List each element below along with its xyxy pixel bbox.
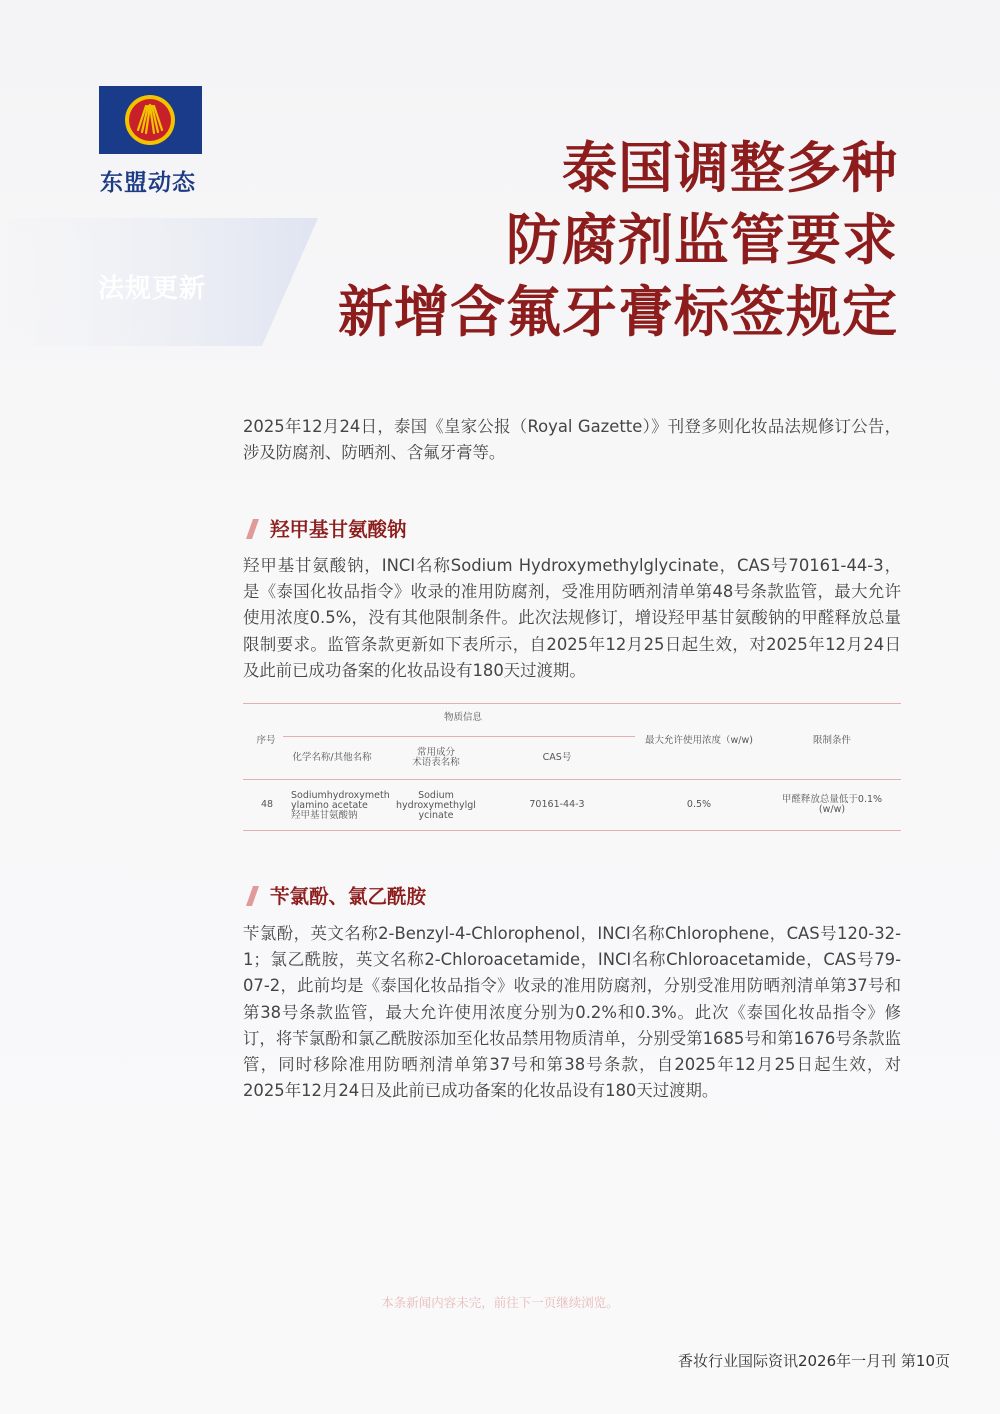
asean-emblem-icon <box>124 94 176 146</box>
td-chemical-name: Sodiumhydroxymeth ylamino acetate 羟甲基甘氨酸钠 <box>291 790 390 821</box>
td-limits: 甲醛释放总量低于0.1% (w/w) <box>781 794 883 815</box>
th-common-name: 常用成分 术语表名称 <box>412 747 460 768</box>
continue-note: 本条新闻内容未完，前往下一页继续浏览。 <box>381 1295 619 1310</box>
td-cas: 70161-44-3 <box>529 799 585 810</box>
th-max-conc: 最大允许使用浓度（w/w) <box>645 735 753 746</box>
section-label: 法规更新 <box>98 274 207 304</box>
table-group-rule <box>283 736 635 737</box>
section2-paragraph: 苄氯酚，英文名称2-Benzyl-4-Chlorophenol，INCI名称Chlorophene，CAS号120-32-1；氯乙酰胺，英文名称2-Chloroacetamide，INCI名称Chloroacetamide，CAS号79-07-2，此前均是《泰国化妆品指令》收录的准用防腐剂，分别受准用防晒剂清单第37号和第38号条款监管，最大允许使用浓度分别为0.2%和0.3%。此次《泰国化妆品指令》修订，将苄氯酚和氯乙酰胺添加至化妆品禁用物质清单，分别受第1685号和第1676号条款监管，同时移除准用防晒剂清单第37号和第38号条款，自2025年12月25日起生效，对2025年12月24日及此前已成功备案的化妆品设有180天过渡期。 <box>243 924 901 1101</box>
th-substance-group: 物质信息 <box>443 712 482 723</box>
section1-paragraph: 羟甲基甘氨酸钠，INCI名称Sodium Hydroxymethylglycinate，CAS号70161-44-3，是《泰国化妆品指令》收录的准用防腐剂，受准用防晒剂清单第48号条款监管，最大允许使用浓度0.5%，没有其他限制条件。此次法规修订，增设羟甲基甘氨酸钠的甲醛释放总量限制要求。监管条款更新如下表所示，自2025年12月25日起生效，对2025年12月24日及此前已成功备案的化妆品设有180天过渡期。 <box>243 556 901 680</box>
title-line-2: 防腐剂监管要求 <box>505 208 898 272</box>
intro-paragraph: 2025年12月24日，泰国《皇家公报（Royal Gazette）》刊登多则化妆品法规修订公告，涉及防腐剂、防晒剂、含氟牙膏等。 <box>243 417 901 463</box>
th-chemical-name: 化学名称/其他名称 <box>292 752 372 763</box>
th-cas: CAS号 <box>542 752 572 763</box>
page-info: 香妆行业国际资讯2026年一月刊 第10页 <box>677 1352 950 1370</box>
title-line-3: 新增含氟牙膏标签规定 <box>337 280 898 344</box>
section-title-1: 羟甲基甘氨酸钠 <box>270 518 407 541</box>
regulation-table <box>243 703 901 831</box>
table-top-rule <box>243 703 901 704</box>
page-title <box>338 132 898 348</box>
slash-mark-icon <box>246 519 262 539</box>
th-limits: 限制条件 <box>812 735 851 746</box>
th-no: 序号 <box>256 735 276 746</box>
td-max-conc: 0.5% <box>686 799 712 810</box>
table-header-rule <box>243 779 901 780</box>
title-line-1: 泰国调整多种 <box>561 136 898 200</box>
td-common-name: Sodium hydroxymethylgl ycinate <box>396 790 476 821</box>
slash-mark-icon <box>246 886 262 906</box>
logo-text: 东盟动态 <box>100 170 196 196</box>
td-no: 48 <box>260 799 274 810</box>
table-bottom-rule <box>243 830 901 831</box>
section-title-2: 苄氯酚、氯乙酰胺 <box>270 885 427 908</box>
